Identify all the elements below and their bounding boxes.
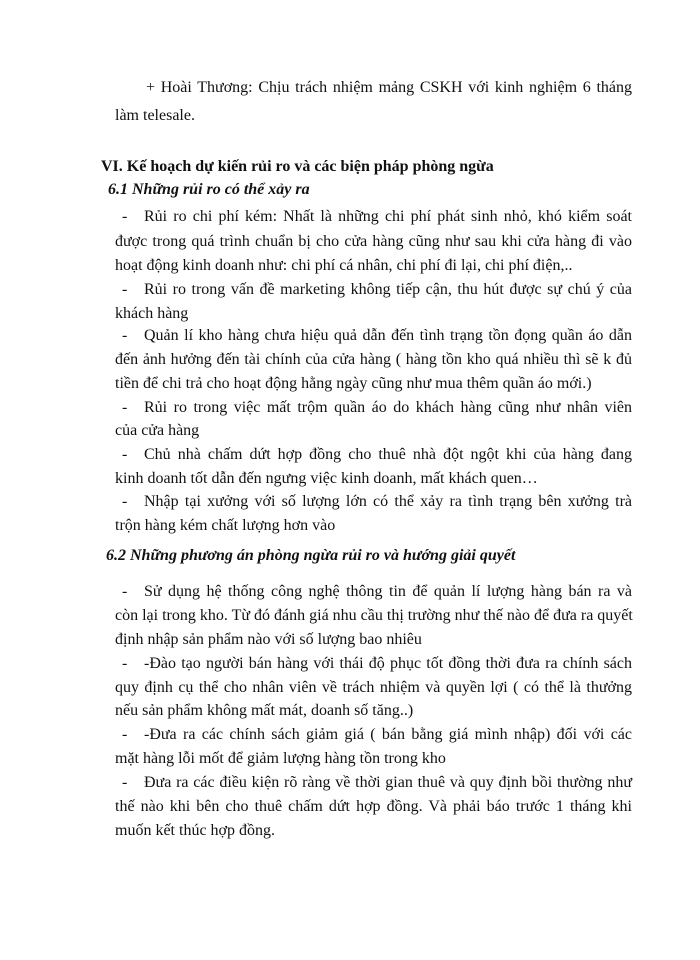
list-item-line: thế nào khi bên cho thuê chấm dứt hợp đồng. Và phải báo trước 1 tháng khi	[115, 798, 632, 815]
list-item-line: mặt hàng lỗi mốt để giảm lượng hàng tồn trong kho	[115, 750, 446, 767]
section-heading: VI. Kế hoạch dự kiến rủi ro và các biện pháp phòng ngừa	[101, 158, 494, 175]
list-item-line: tiền để chi trả cho hoạt động hằng ngày cũng như mua thêm quần áo mới.)	[115, 375, 592, 392]
subsection-title: 6.2 Những phương án phòng ngừa rủi ro và hướng giải quyết	[106, 547, 516, 564]
list-item-line: Chủ nhà chấm dứt hợp đồng cho thuê nhà đột ngột khi của hàng đang	[144, 446, 632, 463]
intro-line: + Hoài Thương: Chịu trách nhiệm mảng CSKH với kinh nghiệm 6 tháng	[146, 79, 632, 96]
list-item-line: của cửa hàng	[115, 422, 200, 439]
bullet-dash: -	[122, 493, 128, 510]
list-item-line: khách hàng	[115, 305, 189, 322]
list-item-line: -Đưa ra các chính sách giảm giá ( bán bằng giá mình nhập) đối với các	[144, 726, 632, 743]
list-item-line: Nhập tại xưởng với số lượng lớn có thể xảy ra tình trạng bên xưởng trà	[144, 493, 632, 510]
bullet-dash: -	[122, 327, 128, 344]
bullet-dash: -	[122, 774, 128, 791]
bullet-dash: -	[122, 208, 128, 225]
list-item-line: còn lại trong kho. Từ đó đánh giá nhu cầu thị trường như thế nào để đưa ra quyết	[115, 607, 633, 624]
list-item-line: đến ảnh hưởng đến tài chính của cửa hàng ( hàng tồn kho quá nhiều thì sẽ k đủ	[115, 351, 632, 368]
list-item-line: muốn kết thúc hợp đồng.	[115, 822, 275, 839]
subsection-title: 6.1 Những rủi ro có thể xảy ra	[108, 181, 310, 198]
list-item-line: được trong quá trình chuẩn bị cho cửa hàng cũng như sau khi cửa hàng đi vào	[115, 233, 632, 250]
list-item-line: Rủi ro trong vấn đề marketing không tiếp cận, thu hút được sự chú ý của	[144, 281, 632, 298]
list-item-line: quy định cụ thể cho nhân viên về trách nhiệm và quyền lợi ( có thể là thưởng	[115, 679, 632, 696]
list-item-line: hoạt động kinh doanh như: chi phí cá nhân, chi phí đi lại, chi phí điện,..	[115, 257, 573, 274]
list-item-line: Rủi ro chi phí kém: Nhất là những chi phí phát sinh nhỏ, khó kiểm soát	[144, 208, 632, 225]
list-item-line: định nhập sản phẩm nào với số lượng bao nhiêu	[115, 631, 422, 648]
intro-line: làm telesale.	[115, 107, 195, 124]
list-item-line: trộn hàng kém chất lượng hơn vào	[115, 517, 336, 534]
bullet-dash: -	[122, 446, 128, 463]
bullet-dash: -	[122, 399, 128, 416]
list-item-line: -Đào tạo người bán hàng với thái độ phục tốt đồng thời đưa ra chính sách	[144, 655, 632, 672]
list-item-line: nếu sản phẩm không mất mát, doanh số tăng..)	[115, 702, 414, 719]
list-item-line: Sử dụng hệ thống công nghệ thông tin để quản lí lượng hàng bán ra và	[144, 583, 632, 600]
bullet-dash: -	[122, 726, 128, 743]
list-item-line: Rủi ro trong việc mất trộm quần áo do khách hàng cũng như nhân viên	[144, 399, 632, 416]
bullet-dash: -	[122, 655, 128, 672]
bullet-dash: -	[122, 281, 128, 298]
bullet-dash: -	[122, 583, 128, 600]
list-item-line: Quản lí kho hàng chưa hiệu quả dẫn đến tình trạng tồn đọng quần áo dẫn	[144, 327, 632, 344]
list-item-line: Đưa ra các điều kiện rõ ràng về thời gian thuê và quy định bồi thường như	[144, 774, 632, 791]
list-item-line: kinh doanh tốt dẫn đến ngưng việc kinh doanh, mất khách quen…	[115, 470, 538, 487]
